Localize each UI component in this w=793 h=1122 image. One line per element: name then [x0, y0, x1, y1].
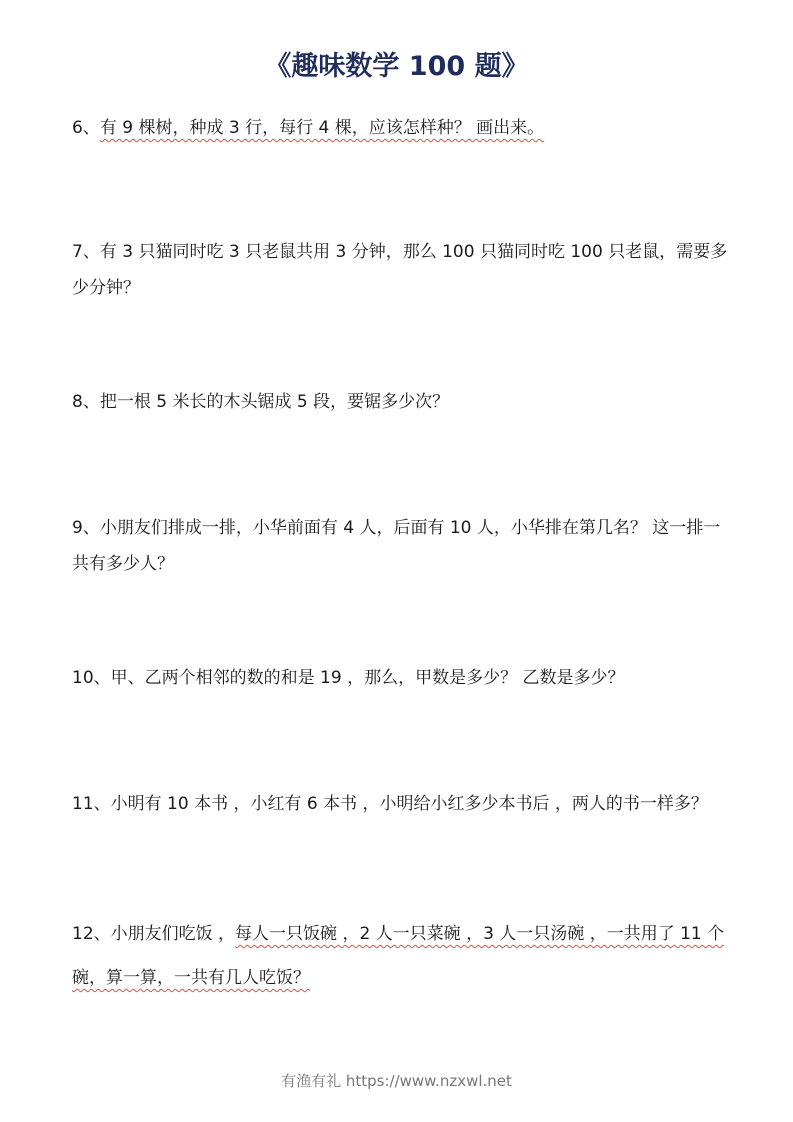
question-text-plain: 小朋友们吃饭 ，: [110, 924, 236, 944]
question-8: [72, 384, 732, 420]
question-text: 把一根 5 米长的木头锯成 5 段，要锯多少次？: [99, 392, 450, 412]
question-7: [72, 234, 732, 306]
page-title: 《趣味数学 100 题》: [264, 51, 529, 82]
question-text-underlined: 每人一只饭碗 ，2 人一只菜碗 ，3 人一只汤碗 ，一共用了 11 个碗，算一算，一共有几人吃饭？: [72, 924, 725, 988]
question-text: 有 3 只猫同时吃 3 只老鼠共用 3 分钟，那么 100 只猫同时吃 100 只老鼠，需要多少分钟？: [72, 242, 728, 298]
question-6: [72, 110, 732, 146]
question-number: 11、: [72, 794, 111, 814]
question-text: 小朋友们排成一排，小华前面有 4 人，后面有 10 人，小华排在第几名？ 这一排一共有多少人？: [72, 518, 721, 574]
question-number: 6、: [72, 118, 100, 138]
question-9: [72, 510, 732, 582]
question-text: 甲、乙两个相邻的数的和是 19 ，那么，甲数是多少？ 乙数是多少？: [110, 668, 625, 688]
question-number: 8、: [72, 392, 100, 412]
question-number: 10、: [72, 668, 111, 688]
question-number: 7、: [72, 242, 100, 262]
footer-watermark: 有渔有礼 https://www.nzxwl.net: [281, 1072, 512, 1090]
question-number: 12、: [72, 924, 111, 944]
question-11: [72, 786, 732, 822]
question-10: [72, 660, 732, 696]
question-text: 小明有 10 本书 ，小红有 6 本书 ，小明给小红多少本书后 ，两人的书一样多？: [110, 794, 708, 814]
question-number: 9、: [72, 518, 100, 538]
question-12: [72, 912, 732, 1000]
question-text: 有 9 棵树，种成 3 行，每行 4 棵，应该怎样种？ 画出来。: [99, 118, 545, 138]
